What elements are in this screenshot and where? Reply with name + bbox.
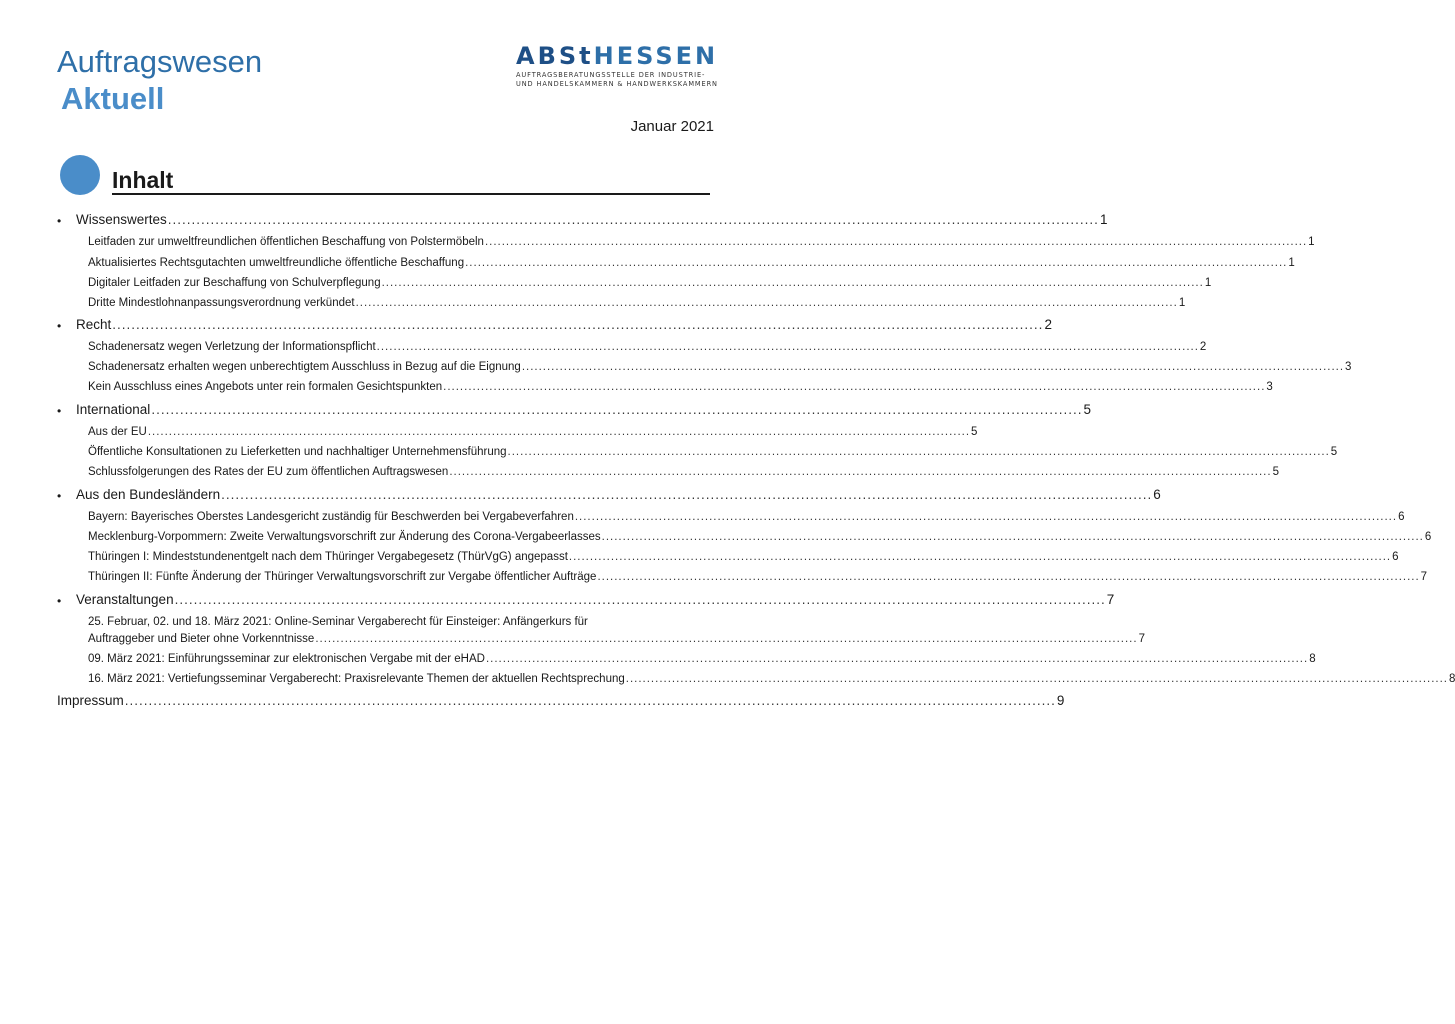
toc-item[interactable] xyxy=(88,466,1279,478)
logo-wordmark xyxy=(516,42,719,70)
toc-section-wissenswertes[interactable] xyxy=(76,212,1108,227)
toc-section-veranstaltungen[interactable] xyxy=(76,592,1115,607)
dot-leader: .................................................................................................................................................................................................... xyxy=(443,381,1266,393)
dot-leader: .................................................................................................................................................................................................... xyxy=(507,446,1330,458)
bullet-icon: • xyxy=(57,404,62,418)
toc-item-title: Thüringen I: Mindeststundenentgelt nach dem Thüringer Vergabegesetz (ThürVgG) angepasst xyxy=(88,551,568,563)
toc-heading: Inhalt xyxy=(112,167,174,193)
toc-section-title: Veranstaltungen xyxy=(76,592,174,607)
toc-section-bundeslaender[interactable] xyxy=(76,487,1161,502)
toc-item-title: Öffentliche Konsultationen zu Lieferketten und nachhaltiger Unternehmensführung xyxy=(88,446,507,458)
dot-leader: .................................................................................................................................................................................................... xyxy=(601,531,1424,543)
dot-leader: .................................................................................................................................................................................................... xyxy=(381,277,1204,289)
toc-section-title: Recht xyxy=(76,317,112,332)
toc-page-number: 1 xyxy=(1099,212,1108,227)
toc-page-number: 3 xyxy=(1345,361,1352,373)
toc-page-number: 6 xyxy=(1424,531,1432,543)
toc-section-title: Wissenswertes xyxy=(76,212,167,227)
toc-page-number: 5 xyxy=(971,426,978,438)
title-line1: Auftragswesen xyxy=(57,44,263,79)
toc-section-title: Aus den Bundesländern xyxy=(76,487,221,502)
toc-page-number: 5 xyxy=(1330,446,1338,458)
toc-item-title: Digitaler Leitfaden zur Beschaffung von Schulverpflegung xyxy=(88,277,381,289)
logo-part1: ABSt xyxy=(516,42,594,70)
toc-item-title: Aktualisiertes Rechtsgutachten umweltfreundliche öffentliche Beschaffung xyxy=(88,257,465,269)
toc-page-number: 8 xyxy=(1309,653,1316,665)
toc-section-title: Impressum xyxy=(57,693,124,708)
bullet-icon: • xyxy=(57,214,62,228)
dot-leader: .................................................................................................................................................................................................... xyxy=(167,212,1099,227)
dot-leader: .................................................................................................................................................................................................... xyxy=(521,361,1345,373)
toc-item[interactable] xyxy=(88,531,1432,543)
toc-page-number: 5 xyxy=(1272,466,1279,478)
toc-item-title-line1: 25. Februar, 02. und 18. März 2021: Online-Seminar Vergaberecht für Einsteiger: Anfängerkurs für xyxy=(88,616,588,628)
dot-leader: .................................................................................................................................................................................................... xyxy=(151,402,1083,417)
toc-item-line2 xyxy=(88,631,1145,648)
dot-leader: .................................................................................................................................................................................................... xyxy=(597,571,1420,583)
toc-item[interactable] xyxy=(88,571,1428,583)
dot-leader: .................................................................................................................................................................................................... xyxy=(568,551,1392,563)
toc-page-number: 6 xyxy=(1398,511,1405,523)
toc-page-number: 2 xyxy=(1044,317,1052,332)
dot-leader: .................................................................................................................................................................................................... xyxy=(485,653,1309,665)
toc-item-title: Dritte Mindestlohnanpassungsverordnung verkündet xyxy=(88,297,355,309)
toc-item[interactable] xyxy=(88,277,1212,289)
logo-subline1: AUFTRAGSBERATUNGSSTELLE DER INDUSTRIE- xyxy=(516,71,706,79)
toc-item[interactable] xyxy=(88,446,1338,458)
toc-item[interactable] xyxy=(88,236,1315,248)
dot-leader: .................................................................................................................................................................................................... xyxy=(315,633,1138,645)
toc-page-number: 7 xyxy=(1106,592,1115,607)
bullet-icon: • xyxy=(57,489,62,503)
toc-item[interactable] xyxy=(88,381,1273,393)
toc-item-title: Aus der EU xyxy=(88,426,147,438)
toc-section-impressum[interactable] xyxy=(57,693,1065,708)
toc-item-title: Kein Ausschluss eines Angebots unter rein formalen Gesichtspunkten xyxy=(88,381,443,393)
toc-item-title: Schlussfolgerungen des Rates der EU zum öffentlichen Auftragswesen xyxy=(88,466,449,478)
toc-page-number: 6 xyxy=(1392,551,1399,563)
toc-section-international[interactable] xyxy=(76,402,1091,417)
toc-page-number: 1 xyxy=(1204,277,1212,289)
logo-part2: HESSEN xyxy=(593,42,719,70)
issue-date: Januar 2021 xyxy=(630,118,714,135)
toc-item-title: Schadenersatz wegen Verletzung der Informationspflicht xyxy=(88,341,376,353)
toc-heading-underline xyxy=(112,167,710,195)
dot-leader: .................................................................................................................................................................................................... xyxy=(625,673,1448,685)
toc-item-title: 16. März 2021: Vertiefungsseminar Vergaberecht: Praxisrelevante Themen der aktuellen Rechtsprechung xyxy=(88,673,625,685)
bullet-icon: • xyxy=(57,594,62,608)
toc-item[interactable] xyxy=(88,653,1316,665)
toc-item-title: Thüringen II: Fünfte Änderung der Thüringer Verwaltungsvorschrift zur Vergabe öffentlicher Aufträge xyxy=(88,571,597,583)
toc-page-number: 2 xyxy=(1199,341,1207,353)
toc-page-number: 8 xyxy=(1449,673,1455,685)
toc-page-number: 7 xyxy=(1420,571,1428,583)
title-line2: Aktuell xyxy=(61,81,165,116)
toc-item-title-line2: Auftraggeber und Bieter ohne Vorkenntnisse xyxy=(88,633,315,645)
dot-leader: .................................................................................................................................................................................................... xyxy=(174,592,1106,607)
toc-item-title: 09. März 2021: Einführungsseminar zur elektronischen Vergabe mit der eHAD xyxy=(88,653,485,665)
toc-page-number: 1 xyxy=(1308,236,1315,248)
toc-item[interactable] xyxy=(88,257,1295,269)
toc-item[interactable] xyxy=(88,511,1405,523)
absthessen-logo xyxy=(516,42,719,89)
toc-page-number: 6 xyxy=(1153,487,1161,502)
toc-page-number: 1 xyxy=(1178,297,1186,309)
toc-item-multiline[interactable] xyxy=(88,614,1145,648)
dot-leader: .................................................................................................................................................................................................... xyxy=(574,511,1398,523)
toc-item[interactable] xyxy=(88,551,1399,563)
dot-leader: .................................................................................................................................................................................................... xyxy=(484,236,1308,248)
toc-item[interactable] xyxy=(88,426,978,438)
toc-item-title: Bayern: Bayerisches Oberstes Landesgericht zuständig für Beschwerden bei Vergabeverfahren xyxy=(88,511,574,523)
dot-leader: .................................................................................................................................................................................................... xyxy=(465,257,1288,269)
logo-subline2: UND HANDELSKAMMERN & HANDWERKSKAMMERN xyxy=(516,80,718,88)
toc-item-title: Leitfaden zur umweltfreundlichen öffentlichen Beschaffung von Polstermöbeln xyxy=(88,236,484,248)
dot-leader: .................................................................................................................................................................................................... xyxy=(147,426,971,438)
bullet-icon: • xyxy=(57,319,62,333)
toc-section-title: International xyxy=(76,402,151,417)
toc-page-number: 9 xyxy=(1056,693,1065,708)
decorative-circle-icon xyxy=(60,155,100,195)
toc-page-number: 7 xyxy=(1138,633,1145,645)
dot-leader: .................................................................................................................................................................................................... xyxy=(355,297,1178,309)
toc-item[interactable] xyxy=(88,341,1207,353)
toc-item-title: Mecklenburg-Vorpommern: Zweite Verwaltungsvorschrift zur Änderung des Corona-Vergabeerlasses xyxy=(88,531,601,543)
toc-page-number: 3 xyxy=(1266,381,1273,393)
toc-item[interactable] xyxy=(88,361,1352,373)
dot-leader: .................................................................................................................................................................................................... xyxy=(376,341,1199,353)
toc-section-recht[interactable] xyxy=(76,317,1052,332)
dot-leader: .................................................................................................................................................................................................... xyxy=(124,693,1056,708)
toc-page-number: 1 xyxy=(1288,257,1295,269)
toc-item[interactable] xyxy=(88,297,1186,309)
dot-leader: .................................................................................................................................................................................................... xyxy=(449,466,1272,478)
toc-item[interactable] xyxy=(88,673,1455,685)
toc-page-number: 5 xyxy=(1083,402,1091,417)
toc-item-title: Schadenersatz erhalten wegen unberechtigtem Ausschluss in Bezug auf die Eignung xyxy=(88,361,521,373)
dot-leader: .................................................................................................................................................................................................... xyxy=(221,487,1153,502)
dot-leader: .................................................................................................................................................................................................... xyxy=(112,317,1044,332)
